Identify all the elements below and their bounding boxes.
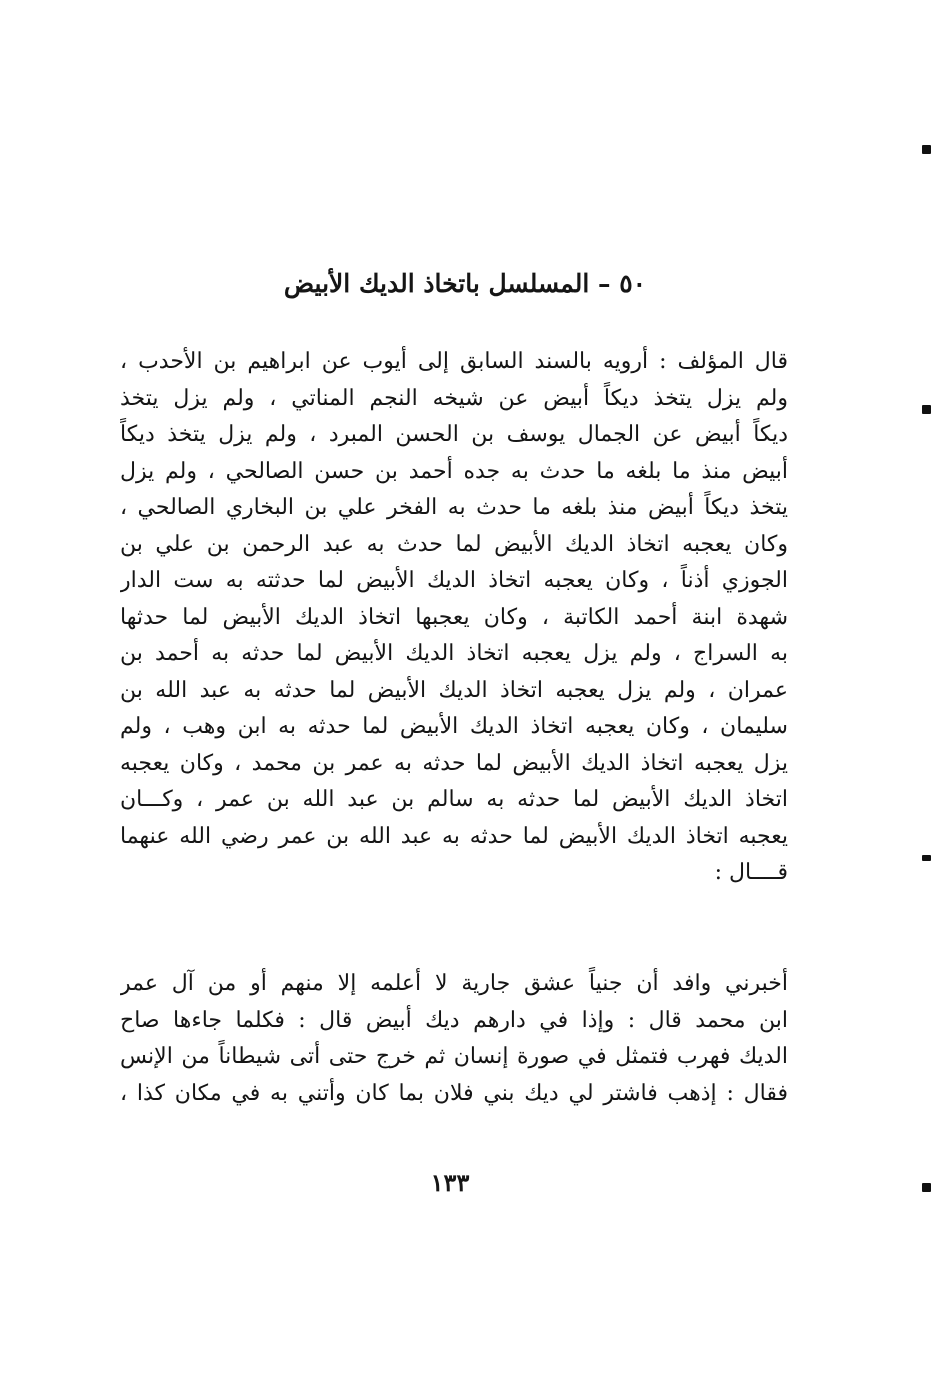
text-line: ابن محمد قال : وإذا في دارهم ديك أبيض قال : فكلما جاءها صاح: [120, 1007, 788, 1033]
text-line: وكان يعجبه اتخاذ الديك الأبيض لما حدث به عبد الرحمن بن علي بن: [120, 531, 788, 557]
section-heading: ٥٠ – المسلسل باتخاذ الديك الأبيض: [283, 269, 647, 298]
text-line: اتخاذ الديك الأبيض لما حدثه به سالم بن عبد الله بن عمر ، وكـــان: [120, 787, 788, 812]
text-line: عمران ، ولم يزل يعجبه اتخاذ الديك الأبيض لما حدثه به عبد الله بن: [120, 677, 788, 703]
text-line: شهدة ابنة أحمد الكاتبة ، وكان يعجبها اتخاذ الديك الأبيض لما حدثها: [120, 604, 788, 630]
text-line: أخبرني وافد أن جنياً عشق جارية لا أعلمه إلا منهم أو من آل عمر: [120, 971, 788, 996]
text-line: يتخذ ديكاً أبيض منذ بلغه ما حدث به الفخر علي بن البخاري الصالحي ،: [120, 495, 788, 520]
text-line: يعجبه اتخاذ الديك الأبيض لما حدثه به عبد الله بن عمر رضي الله عنهما: [120, 823, 788, 849]
text-line: يزل يعجبه اتخاذ الديك الأبيض لما حدثه به عمر بن محمد ، وكان يعجبه: [120, 750, 788, 776]
page-number: ١٣٣: [430, 1168, 470, 1197]
scan-edge-mark: [922, 145, 931, 154]
text-line: فقال : إذهب فاشتر لي ديك بني فلان بما كان وأتني به في مكان كذا ،: [120, 1080, 788, 1106]
text-line: قــــال :: [714, 860, 788, 885]
text-line: سليمان ، وكان يعجبه اتخاذ الديك الأبيض لما حدثه به ابن وهب ، ولم: [120, 714, 788, 739]
text-line: ديكاً أبيض عن الجمال يوسف بن الحسن المبرد ، ولم يزل يتخذ ديكاً: [120, 422, 788, 447]
paragraph-chain-of-narration: [120, 344, 788, 892]
text-line: الديك فهرب فتمثل في صورة إنسان ثم خرج حتى أتى شيطاناً من الإنس: [120, 1044, 788, 1069]
scan-edge-mark: [922, 405, 931, 414]
text-line: أبيض منذ ما بلغه ما حدث به جده أحمد بن حسن الصالحي ، ولم يزل: [120, 458, 788, 484]
text-line: به السراج ، ولم يزل يعجبه اتخاذ الديك الأبيض لما حدثه به أحمد بن: [120, 641, 788, 666]
text-line: ولم يزل يتخذ ديكاً أبيض عن شيخه النجم المناتي ، ولم يزل يتخذ: [120, 385, 788, 411]
scan-edge-mark: [922, 855, 931, 861]
paragraph-narration: [120, 966, 788, 1112]
scan-edge-mark: [922, 1183, 931, 1192]
text-line: الجوزي أذناً ، وكان يعجبه اتخاذ الديك الأبيض لما حدثته به ست الدار: [120, 568, 788, 593]
text-line: قال المؤلف : أرويه بالسند السابق إلى أيوب عن ابراهيم بن الأحدب ،: [120, 349, 788, 374]
